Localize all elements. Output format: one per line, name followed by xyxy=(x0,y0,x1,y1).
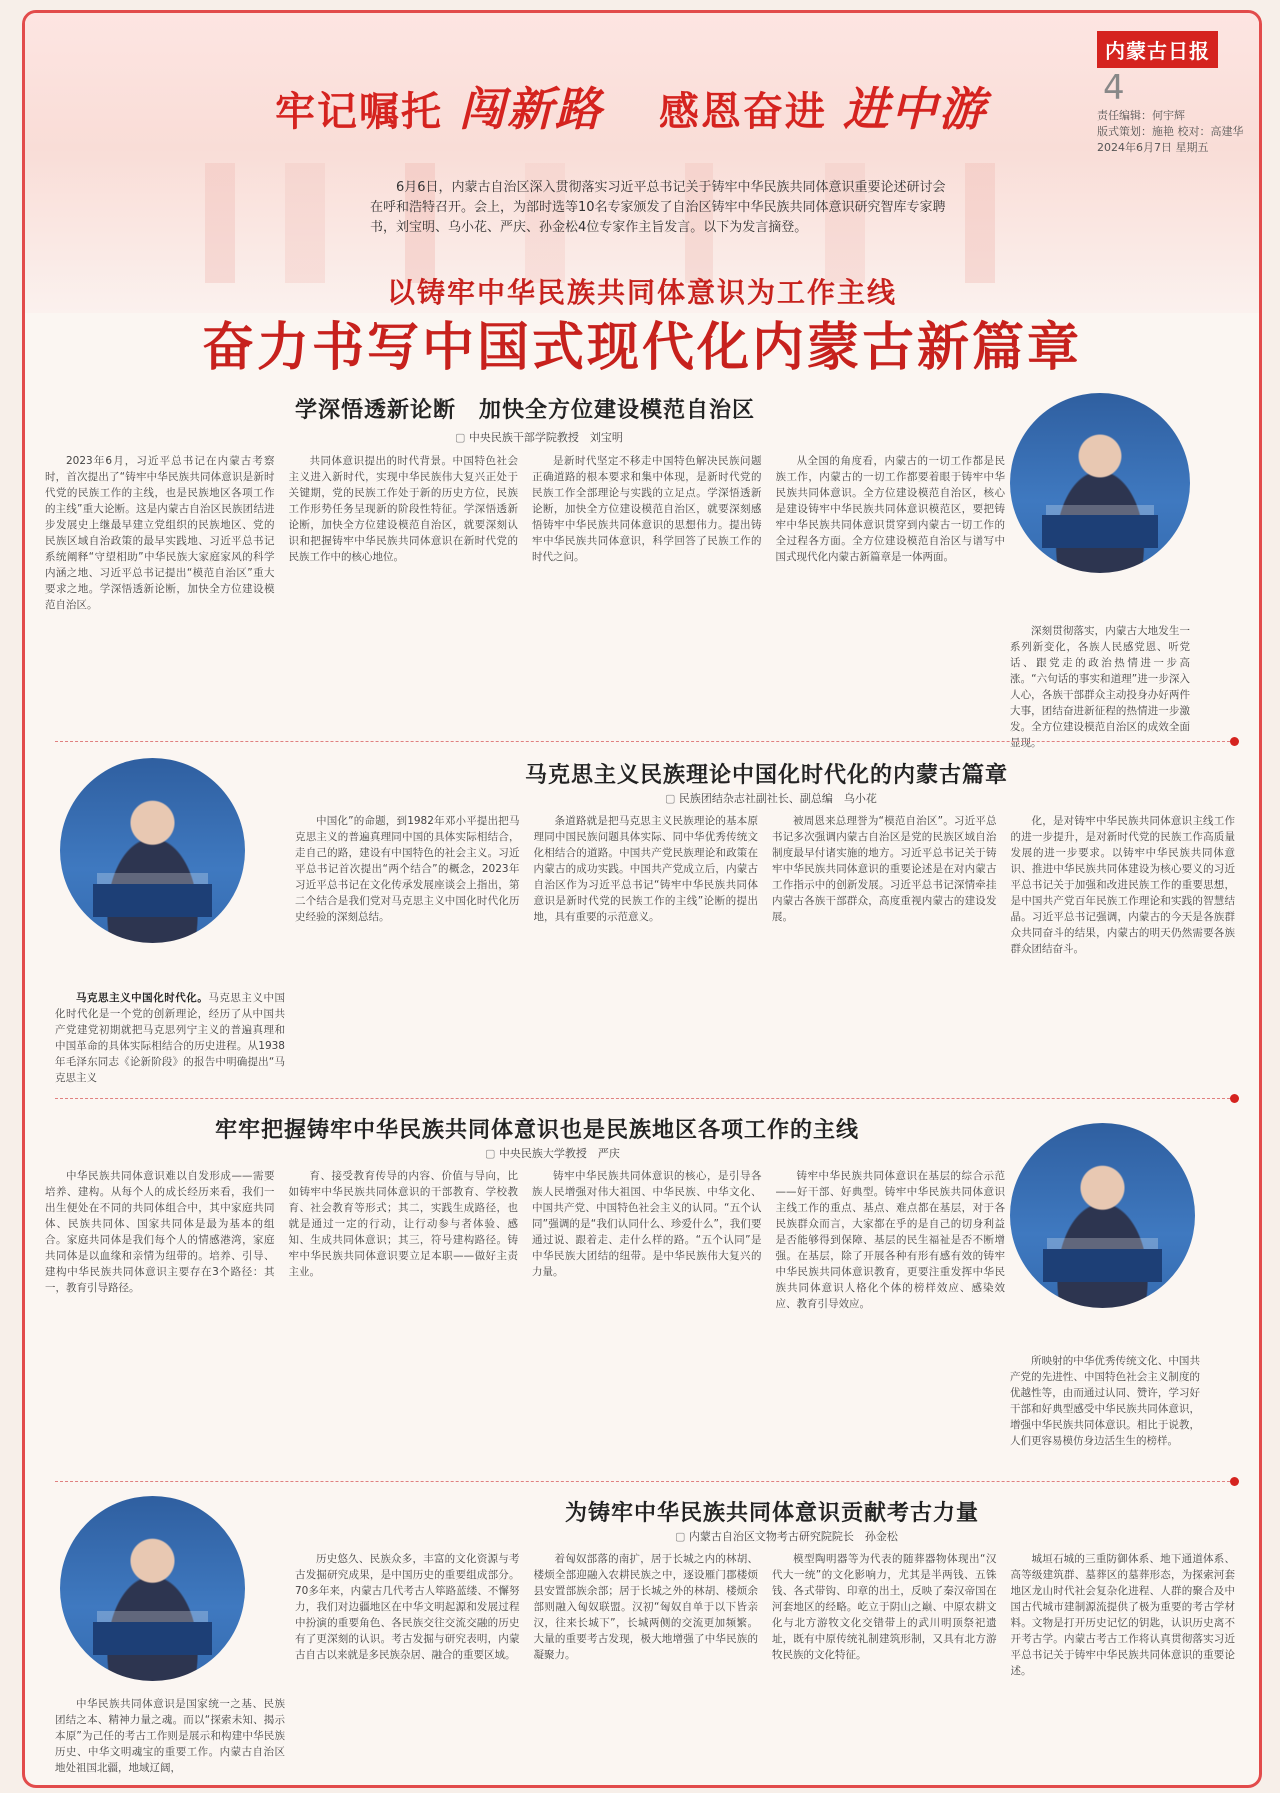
podium-shape xyxy=(93,884,211,917)
podium-shape xyxy=(1042,515,1157,547)
headline-subtitle: 以铸牢中华民族共同体意识为工作主线 xyxy=(386,276,897,309)
article-2-col: 条道路就是把马克思主义民族理论的基本原理同中国民族问题具体实际、同中华优秀传统文化相结合的道路。中国共产党民族理论和政策在内蒙古的成功实践。中国共产党成立后，内蒙古自治区作为习近平总书记“铸牢中华民族共同体意识是新时代党的民族工作的主线”论断的提出地，具有重要的示范意义。 xyxy=(533,815,758,923)
article-4-col: 历史悠久、民族众多，丰富的文化资源与考古发掘研究成果，是中国历史的重要组成部分。70多年来，内蒙古几代考古人筚路蓝缕、不懈努力，我们对边疆地区在中华文明起源和发展过程中扮演的重要角色、各民族交往交流交融的历史有了更深刻的认识。考古发掘与研究表明，内蒙古自古以来就是多民族杂居、融合的重要区域。 xyxy=(295,1553,520,1661)
article-3 xyxy=(25,1113,1259,1473)
article-1 xyxy=(25,393,1259,749)
page-slogan xyxy=(275,73,987,139)
article-2-title: 马克思主义民族理论中国化时代化的内蒙古篇章 xyxy=(525,762,1009,788)
slogan-part1: 牢记嘱托 xyxy=(275,88,443,135)
article-2-author: ▢ 民族团结杂志社副社长、副总编 乌小花 xyxy=(665,790,877,806)
intro-paragraph: 6月6日，内蒙古自治区深入贯彻落实习近平总书记关于铸牢中华民族共同体意识重要论述研讨会在呼和浩特召开。会上，为部时选等10名专家颁发了自治区铸牢中华民族共同体意识研究智库专家聘书，刘宝明、乌小花、严庆、孙金松4位专家作主旨发言。以下为发言摘登。 xyxy=(370,180,946,235)
article-2-col: 化，是对铸牢中华民族共同体意识主线工作的进一步提升，是对新时代党的民族工作高质量发展的进一步要求。以铸牢中华民族共同体意识、推进中华民族共同体建设为核心要义的习近平总书记关于加强和改进民族工作的重要思想，是中国共产党百年民族工作理论和实践的智慧结晶。习近平总书记强调，内蒙古的今天是各族群众共同奋斗的结果，内蒙古的明天仍然需要各族群众团结奋斗。 xyxy=(1010,815,1235,955)
article-1-author: ▢ 中央民族干部学院教授 刘宝明 xyxy=(455,429,623,445)
masthead xyxy=(1097,31,1247,156)
section-divider xyxy=(55,741,1235,742)
speaker-photo xyxy=(60,1496,245,1681)
article-3-title: 牢牢把握铸牢中华民族共同体意识也是民族地区各项工作的主线 xyxy=(215,1117,860,1143)
article-3-author: ▢ 中央民族大学教授 严庆 xyxy=(485,1145,620,1161)
article-4-lead: 中华民族共同体意识是国家统一之基、民族团结之本、精神力量之魂。而以“探索未知、揭示本原”为己任的考古工作则是展示和构建中华民族历史、中华文明魂宝的重要工作。内蒙古自治区地处祖国北疆，地域辽阔， xyxy=(55,1698,285,1774)
article-2-col: 被周恩来总理誉为“模范自治区”。习近平总书记多次强调内蒙古自治区是党的民族区域自治制度最早付诸实施的地方。习近平总书记关于铸牢中华民族共同体意识的重要论述是在对内蒙古工作指示中的创新发展。习近平总书记深情牵挂内蒙古各族干部群众，高度重视内蒙古的建设发展。 xyxy=(772,815,997,923)
planner-line: 版式策划：施艳 校对：高建华 xyxy=(1097,125,1244,138)
article-4-col: 模型陶明器等为代表的随葬器物体现出“汉代大一统”的文化影响力，尤其是半两钱、五铢钱、各式带钩、印章的出土，反映了秦汉帝国在河套地区的经略。屹立于阴山之巅、中原农耕文化与北方游牧文化交错带上的武川明顶祭祀遗址，既有中原传统礼制建筑形制，又具有北方游牧民族的文化特征。 xyxy=(772,1553,997,1661)
article-2 xyxy=(25,758,1259,1088)
article-4-col: 城垣石城的三重防御体系、地下通道体系、高等级建筑群、墓葬区的墓葬形态，为探索河套地区龙山时代社会复杂化进程、人群的聚合及中国古代城市建制源流提供了极为重要的考古学材料。文物是打开历史记忆的钥匙，认识历史离不开考古学。内蒙古考古工作将认真贯彻落实习近平总书记关于铸牢中华民族共同体意识的重要论述。 xyxy=(1010,1553,1235,1677)
article-1-body xyxy=(45,453,1005,733)
article-3-col: 育、接受教育传导的内容、价值与导向，比如铸牢中华民族共同体意识的干部教育、学校教育、社会教育等形式；其二，实践生成路径，也就是通过一定的行动，让行动参与者体验、感知、生成共同体意识；其三，符号建构路径。铸牢中华民族共同体意识要立足本职——做好主责主业。 xyxy=(288,1170,518,1278)
article-3-side-col: 所映射的中华优秀传统文化、中国共产党的先进性、中国特色社会主义制度的优越性等，由而通过认同、赞许，学习好干部和好典型感受中华民族共同体意识，增强中华民族共同体意识。相比于说教，人们更容易模仿身边活生生的榜样。 xyxy=(1010,1355,1200,1447)
article-1-title: 学深悟透新论断 加快全方位建设模范自治区 xyxy=(295,397,756,423)
article-2-lead-bold: 马克思主义中国化时代化。 xyxy=(76,992,209,1004)
article-2-body xyxy=(295,813,1235,1085)
editor-line: 责任编辑：何宇辉 xyxy=(1097,109,1185,122)
speaker-photo xyxy=(1010,1123,1195,1308)
article-4-title: 为铸牢中华民族共同体意识贡献考古力量 xyxy=(565,1500,980,1526)
podium-shape xyxy=(93,1622,211,1655)
article-1-side-col: 深刻贯彻落实，内蒙古大地发生一系列新变化，各族人民感党恩、听党话、跟党走的政治热情进一步高涨。“六句话的事实和道理”进一步深入人心，各族干部群众主动投身办好两件大事，团结奋进新征程的热情进一步激发。全方位建设模范自治区的成效全面显现。 xyxy=(1010,625,1190,749)
article-4-author: ▢ 内蒙古自治区文物考古研究院院长 孙金松 xyxy=(675,1528,898,1544)
newspaper-logo: 内蒙古日报 xyxy=(1097,31,1218,68)
article-1-col: 共同体意识提出的时代背景。中国特色社会主义进入新时代，实现中华民族伟大复兴正处于关键期，党的民族工作处于新的历史方位，民族工作形势任务呈现新的阶段性特征。学深悟透新论断，加快全方位建设模范自治区，就要深刻认识和把握铸牢中华民族共同体意识在新时代党的民族工作中的核心地位。 xyxy=(288,455,518,563)
article-1-col: 2023年6月，习近平总书记在内蒙古考察时，首次提出了“铸牢中华民族共同体意识是新时代党的民族工作的主线，也是民族地区各项工作的主线”重大论断。这是内蒙古自治区民族团结进步发展史上继最早建立党组织的民族地区、党的民族区域自治政策的最早实践地、习近平总书记系统阐释“守望相助”中华民族大家庭家风的科学内涵之地、习近平总书记提出“模范自治区”重大要求之地。学深悟透新论断，加快全方位建设模范自治区。 xyxy=(45,455,275,611)
article-3-col: 中华民族共同体意识难以自发形成——需要培养、建构。从每个人的成长经历来看，我们一出生便处在不同的共同体组合中，其中家庭共同体、民族共同体、国家共同体是最为基本的组合。家庭共同体是我们每个人的情感港湾，家庭共同体是以血缘和亲情为纽带的。培养、引导、建构中华民族共同体意识主要存在3个路径：其一，教育引导路径。 xyxy=(45,1170,275,1294)
slogan-part2: 闯新路 xyxy=(458,82,603,136)
article-3-body xyxy=(45,1168,1005,1468)
article-1-col: 从全国的角度看，内蒙古的一切工作都是民族工作，内蒙古的一切工作都要着眼于铸牢中华民族共同体意识。全方位建设模范自治区，核心是建设铸牢中华民族共同体意识模范区，要把铸牢中华民族共同体意识贯穿到内蒙古一切工作的全过程各方面。全方位建设模范自治区与谱写中国式现代化内蒙古新篇章是一体两面。 xyxy=(775,455,1005,563)
article-3-col: 铸牢中华民族共同体意识在基层的综合示范——好干部、好典型。铸牢中华民族共同体意识主线工作的重点、基点、难点都在基层，对于各民族群众而言，大家都在乎的是自己的切身利益是否能够得到保障、基层的民生福祉是否不断增强。在基层，除了开展各种有形有感有效的铸牢中华民族共同体意识教育，更要注重发挥中华民族共同体意识人格化个体的榜样效应、感染效应、教育引导效应。 xyxy=(775,1170,1005,1310)
article-4-body xyxy=(295,1551,1235,1776)
section-divider xyxy=(55,1098,1235,1099)
article-1-col: 是新时代坚定不移走中国特色解决民族问题正确道路的根本要求和集中体现，是新时代党的民族工作全部理论与实践的立足点。学深悟透新论断，加快全方位建设模范自治区，就要深刻感悟铸牢中华民族共同体意识的思想伟力。提出铸牢中华民族共同体意识，科学回答了民族工作的时代之问。 xyxy=(532,455,762,563)
page-number: 4 xyxy=(1103,68,1125,108)
article-2-lead-text: 马克思主义中国化时代化是一个党的创新理论，经历了从中国共产党建党初期就把马克思列宁主义的普遍真理和中国革命的具体实际相结合的历史进程。从1938年毛泽东同志《论新阶段》的报告中明确提出“马克思主义 xyxy=(55,992,285,1084)
speaker-photo xyxy=(1010,393,1190,573)
article-4-col: 着匈奴部落的南扩，居于长城之内的林胡、楼烦全部迎融入农耕民族之中，逐设雁门郡楼烦县安置部族余部；居于长城之外的林胡、楼烦余部则融入匈奴联盟。汉初“匈奴自单于以下皆亲汉，往来长城下”，长城两侧的交流更加频繁。大量的重要考古发现，极大地增强了中华民族的凝聚力。 xyxy=(533,1553,758,1661)
article-2-lead xyxy=(55,990,285,1086)
article-4 xyxy=(25,1496,1259,1781)
slogan-part4: 进中游 xyxy=(842,82,987,136)
headline-title: 奋力书写中国式现代化内蒙古新篇章 xyxy=(201,318,1082,378)
article-2-col: 中国化”的命题，到1982年邓小平提出把马克思主义的普遍真理同中国的具体实际相结合，走自己的路，建设有中国特色的社会主义。习近平总书记首次提出“两个结合”的概念，2023年习近平总书记在文化传承发展座谈会上指出，第二个结合是我们党对马克思主义中国化时代化历史经验的深刻总结。 xyxy=(295,815,520,923)
date-line: 2024年6月7日 星期五 xyxy=(1097,141,1209,154)
podium-shape xyxy=(1043,1249,1161,1282)
article-3-col: 铸牢中华民族共同体意识的核心，是引导各族人民增强对伟大祖国、中华民族、中华文化、中国共产党、中国特色社会主义的认同。“五个认同”强调的是“我们认同什么、珍爱什么”，我们要通过说、跟着走、走什么样的路。“五个认同”是中华民族大团结的纽带。是中华民族伟大复兴的力量。 xyxy=(532,1170,762,1278)
section-divider xyxy=(55,1481,1235,1482)
speaker-photo xyxy=(60,758,245,943)
slogan-part3: 感恩奋进 xyxy=(658,88,827,135)
newspaper-page xyxy=(22,10,1262,1788)
